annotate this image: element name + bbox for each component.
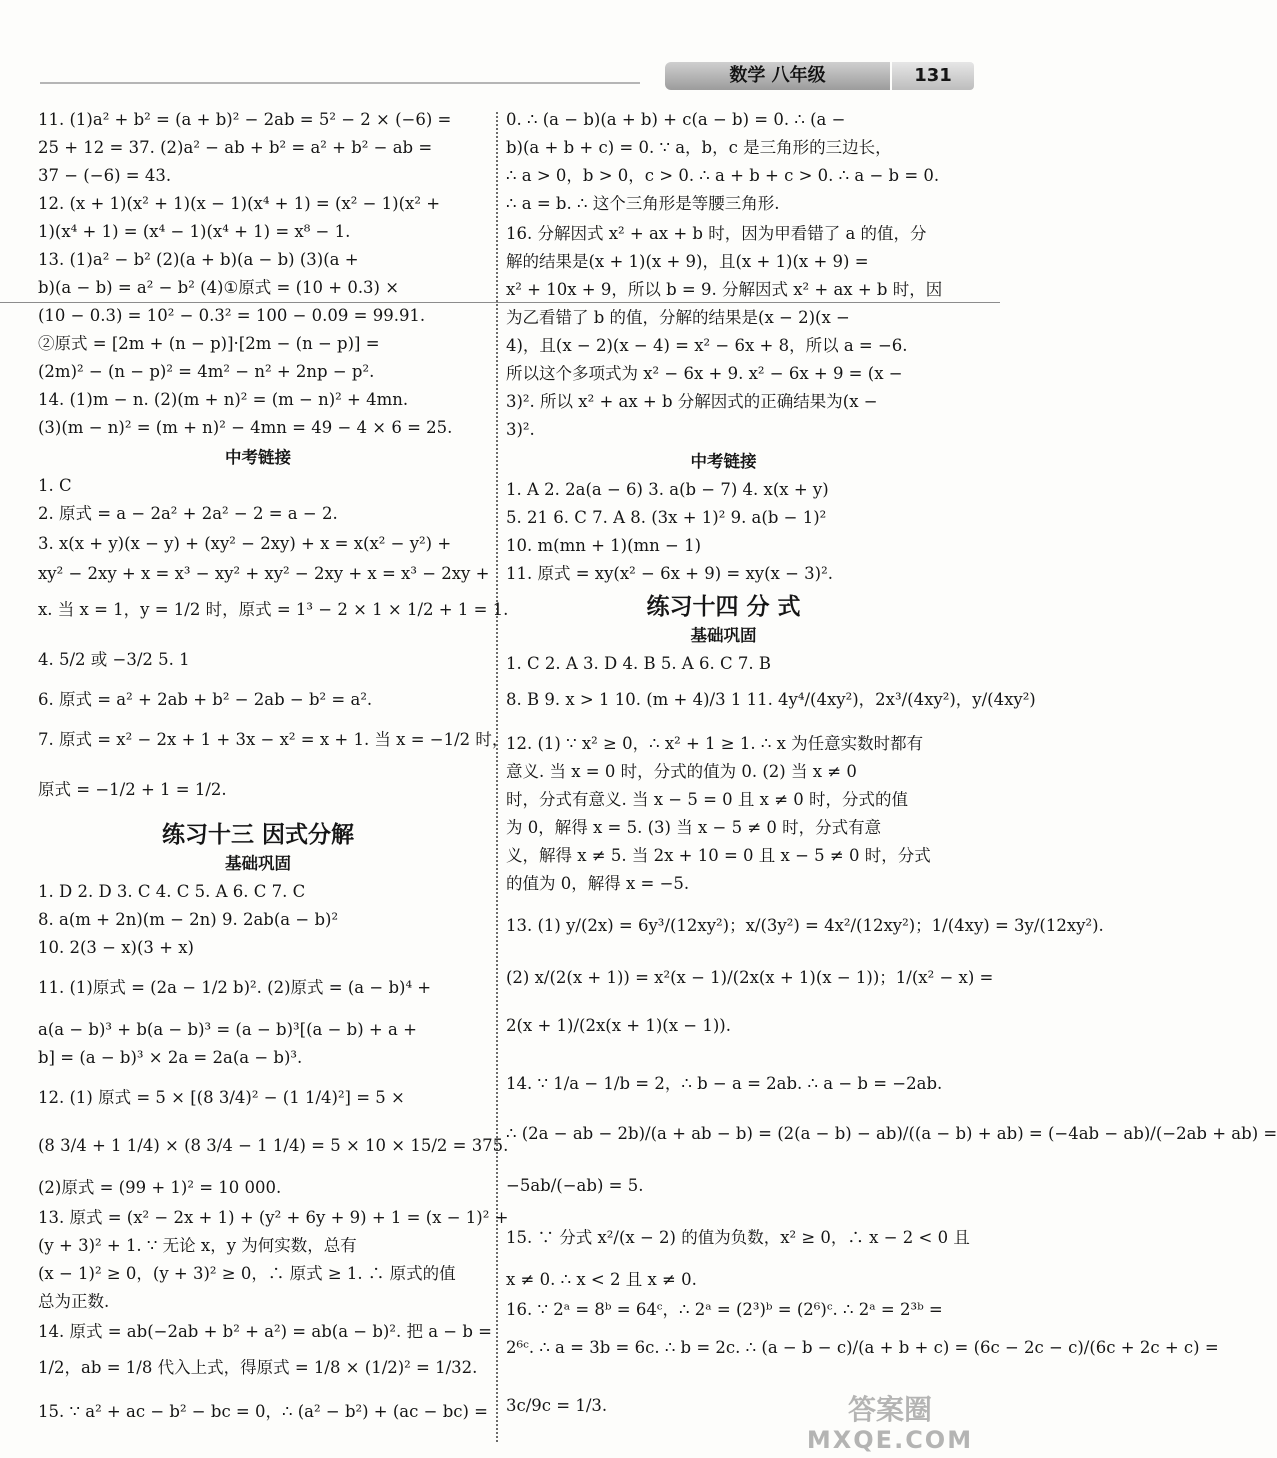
- answer-line: 13. (1) y/(2x) = 6y³/(12xy²)；x/(3y²) = 4x²/(12xy²)；1/(4xy) = 3y/(12xy²).: [506, 916, 1104, 935]
- column-divider: [496, 112, 498, 1442]
- answer-line: 意义. 当 x = 0 时，分式的值为 0. (2) 当 x ≠ 0: [506, 762, 857, 781]
- answer-line: ∴ a > 0，b > 0，c > 0. ∴ a + b + c > 0. ∴ a − b = 0.: [506, 166, 940, 185]
- answer-line: 13. 原式 = (x² − 2x + 1) + (y² + 6y + 9) + 1 = (x − 1)² +: [38, 1208, 509, 1227]
- answer-line: (2)原式 = (99 + 1)² = 10 000.: [38, 1178, 282, 1197]
- answer-line: 原式 = −1/2 + 1 = 1/2.: [38, 780, 227, 799]
- answer-line: 3)².: [506, 420, 535, 439]
- answer-line: 25 + 12 = 37. (2)a² − ab + b² = a² + b² − ab =: [38, 138, 433, 157]
- answer-line: ②原式 = [2m + (n − p)]·[2m − (n − p)] =: [38, 334, 380, 353]
- answer-line: 11. (1)a² + b² = (a + b)² − 2ab = 5² − 2 × (−6) =: [38, 110, 452, 129]
- answer-line: 12. (1) ∵ x² ≥ 0，∴ x² + 1 ≥ 1. ∴ x 为任意实数时都有: [506, 734, 924, 753]
- watermark-url: MXQE.COM: [806, 1426, 974, 1454]
- answer-line: 1)(x⁴ + 1) = (x⁴ − 1)(x⁴ + 1) = x⁸ − 1.: [38, 222, 351, 241]
- section-heading: 练习十四 分 式: [646, 594, 801, 620]
- answer-line: 4. 5/2 或 −3/2 5. 1: [38, 650, 190, 669]
- header-rule: [40, 82, 640, 84]
- answer-line: 2(x + 1)/(2x(x + 1)(x − 1)).: [506, 1016, 731, 1035]
- section-heading: 练习十三 因式分解: [161, 822, 354, 848]
- answer-line: 3. x(x + y)(x − y) + (xy² − 2xy) + x = x(x² − y²) +: [38, 534, 452, 553]
- answer-line: 2⁶ᶜ. ∴ a = 3b = 6c. ∴ b = 2c. ∴ (a − b − c)/(a + b + c) = (6c − 2c − c)/(6c + 2c + c) =: [506, 1338, 1219, 1357]
- answer-line: 0. ∴ (a − b)(a + b) + c(a − b) = 0. ∴ (a −: [506, 110, 846, 129]
- answer-line: 义，解得 x ≠ 5. 当 2x + 10 = 0 且 x − 5 ≠ 0 时，分式: [506, 846, 931, 865]
- answer-line: −5ab/(−ab) = 5.: [506, 1176, 644, 1195]
- answer-line: 14. 原式 = ab(−2ab + b² + a²) = ab(a − b)². 把 a − b =: [38, 1322, 492, 1341]
- answer-line: xy² − 2xy + x = x³ − xy² + xy² − 2xy + x = x³ − 2xy +: [38, 564, 490, 583]
- answer-line: 12. (1) 原式 = 5 × [(8 3/4)² − (1 1/4)²] = 5 ×: [38, 1088, 405, 1107]
- answer-line: 3)². 所以 x² + ax + b 分解因式的正确结果为(x −: [506, 392, 878, 411]
- watermark-text: 答案圈: [847, 1393, 932, 1426]
- answer-line: 1/2，ab = 1/8 代入上式，得原式 = 1/8 × (1/2)² = 1/32.: [38, 1358, 478, 1377]
- answer-line: b] = (a − b)³ × 2a = 2a(a − b)³.: [38, 1048, 303, 1067]
- answer-line: 3c/9c = 1/3.: [506, 1396, 608, 1415]
- answer-line: 8. B 9. x > 1 10. (m + 4)/3 1 11. 4y⁴/(4xy²)，2x³/(4xy²)，y/(4xy²): [506, 690, 1036, 709]
- answer-line: (3)(m − n)² = (m + n)² − 4mn = 49 − 4 × 6 = 25.: [38, 418, 453, 437]
- answer-line: 8. a(m + 2n)(m − 2n) 9. 2ab(a − b)²: [38, 910, 339, 929]
- section-heading: 中考链接: [690, 452, 757, 471]
- answer-line: 4)，且(x − 2)(x − 4) = x² − 6x + 8，所以 a = −6.: [506, 336, 908, 355]
- answer-line: (10 − 0.3) = 10² − 0.3² = 100 − 0.09 = 99.91.: [38, 306, 426, 325]
- answer-line: 总为正数.: [38, 1292, 110, 1311]
- answer-line: 12. (x + 1)(x² + 1)(x − 1)(x⁴ + 1) = (x² − 1)(x² +: [38, 194, 441, 213]
- answer-line: (2) x/(2(x + 1)) = x²(x − 1)/(2x(x + 1)(x − 1))；1/(x² − x) =: [506, 968, 994, 987]
- answer-line: 1. C: [38, 476, 72, 495]
- answer-line: 15. ∵ 分式 x²/(x − 2) 的值为负数，x² ≥ 0，∴ x − 2 < 0 且: [506, 1228, 970, 1247]
- answer-line: 5. 21 6. C 7. A 8. (3x + 1)² 9. a(b − 1)²: [506, 508, 827, 527]
- section-heading: 中考链接: [225, 448, 291, 467]
- answer-line: 13. (1)a² − b² (2)(a + b)(a − b) (3)(a +: [38, 250, 359, 269]
- answer-line: 15. ∵ a² + ac − b² − bc = 0，∴ (a² − b²) + (ac − bc) =: [38, 1402, 489, 1421]
- answer-line: 16. 分解因式 x² + ax + b 时，因为甲看错了 a 的值，分: [506, 224, 927, 243]
- answer-line: (x − 1)² ≥ 0，(y + 3)² ≥ 0，∴ 原式 ≥ 1. ∴ 原式的值: [38, 1264, 456, 1283]
- answer-line: 7. 原式 = x² − 2x + 1 + 3x − x² = x + 1. 当 x = −1/2 时，: [38, 730, 509, 749]
- answer-line: 11. 原式 = xy(x² − 6x + 9) = xy(x − 3)².: [506, 564, 833, 583]
- answer-line: (y + 3)² + 1. ∵ 无论 x，y 为何实数，总有: [38, 1236, 357, 1255]
- answer-line: 2. 原式 = a − 2a² + 2a² − 2 = a − 2.: [38, 504, 338, 523]
- answer-line: x ≠ 0. ∴ x < 2 且 x ≠ 0.: [506, 1270, 697, 1289]
- answer-line: 的值为 0，解得 x = −5.: [506, 874, 690, 893]
- answer-line: (2m)² − (n − p)² = 4m² − n² + 2np − p².: [38, 362, 375, 381]
- answer-line: 10. 2(3 − x)(3 + x): [38, 938, 194, 957]
- answer-line: x. 当 x = 1，y = 1/2 时，原式 = 1³ − 2 × 1 × 1/2 + 1 = 1.: [38, 600, 509, 619]
- answer-line: 6. 原式 = a² + 2ab + b² − 2ab − b² = a².: [38, 690, 373, 709]
- answer-line: 11. (1)原式 = (2a − 1/2 b)². (2)原式 = (a − b)⁴ +: [38, 978, 432, 997]
- answer-line: 37 − (−6) = 43.: [38, 166, 172, 185]
- answer-line: (8 3/4 + 1 1/4) × (8 3/4 − 1 1/4) = 5 × 10 × 15/2 = 375.: [38, 1136, 509, 1155]
- section-heading: 基础巩固: [225, 854, 291, 873]
- answer-line: 1. C 2. A 3. D 4. B 5. A 6. C 7. B: [506, 654, 771, 673]
- answer-line: 1. A 2. 2a(a − 6) 3. a(b − 7) 4. x(x + y): [506, 480, 829, 499]
- answer-line: a(a − b)³ + b(a − b)³ = (a − b)³[(a − b) + a +: [38, 1020, 417, 1039]
- watermark-logo: [790, 1395, 990, 1455]
- section-heading: 基础巩固: [690, 626, 757, 645]
- page-number: 131: [892, 62, 974, 90]
- answer-line: b)(a − b) = a² − b² (4)①原式 = (10 + 0.3) ×: [38, 278, 400, 297]
- answer-line: 10. m(mn + 1)(mn − 1): [506, 536, 702, 555]
- answer-line: ∴ a = b. ∴ 这个三角形是等腰三角形.: [506, 194, 780, 213]
- scan-fold-line: [0, 302, 1000, 303]
- answer-line: x² + 10x + 9，所以 b = 9. 分解因式 x² + ax + b 时，因: [506, 280, 943, 299]
- page-header: [40, 58, 952, 94]
- answer-line: 14. (1)m − n. (2)(m + n)² = (m − n)² + 4mn.: [38, 390, 409, 409]
- answer-line: 为乙看错了 b 的值，分解的结果是(x − 2)(x −: [506, 308, 850, 327]
- answer-line: 1. D 2. D 3. C 4. C 5. A 6. C 7. C: [38, 882, 306, 901]
- answer-line: 解的结果是(x + 1)(x + 9)，且(x + 1)(x + 9) =: [506, 252, 869, 271]
- header-subject-tab: 数学 八年级: [665, 62, 890, 90]
- answer-line: 为 0，解得 x = 5. (3) 当 x − 5 ≠ 0 时，分式有意: [506, 818, 882, 837]
- answer-line: ∴ (2a − ab − 2b)/(a + ab − b) = (2(a − b) − ab)/((a − b) + ab) = (−4ab − ab)/(−2ab + ab) =: [506, 1124, 1277, 1143]
- answer-line: 所以这个多项式为 x² − 6x + 9. x² − 6x + 9 = (x −: [506, 364, 903, 383]
- answer-line: 时，分式有意义. 当 x − 5 = 0 且 x ≠ 0 时，分式的值: [506, 790, 909, 809]
- answer-line: 14. ∵ 1/a − 1/b = 2，∴ b − a = 2ab. ∴ a − b = −2ab.: [506, 1074, 943, 1093]
- answer-line: b)(a + b + c) = 0. ∵ a，b，c 是三角形的三边长，: [506, 138, 892, 157]
- answer-line: 16. ∵ 2ᵃ = 8ᵇ = 64ᶜ，∴ 2ᵃ = (2³)ᵇ = (2⁶)ᶜ. ∴ 2ᵃ = 2³ᵇ =: [506, 1300, 943, 1319]
